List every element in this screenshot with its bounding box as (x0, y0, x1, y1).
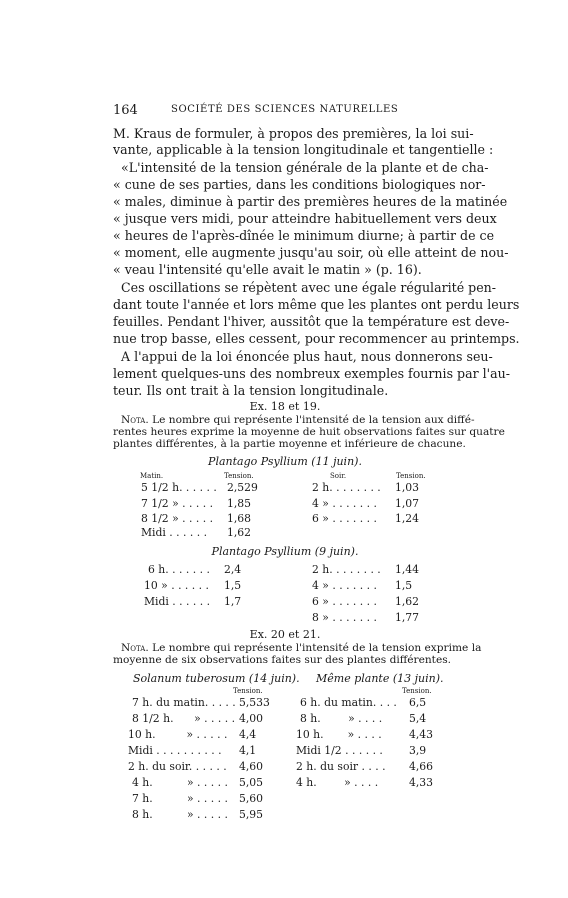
row-value: 1,62 (395, 595, 420, 608)
body-line: vante, applicable à la tension longitudinale et tangentielle : (113, 142, 494, 157)
row-label: Midi . . . . . . (141, 526, 208, 539)
body-line: lement quelques-uns des nombreux exemples fournis par l'au- (113, 366, 510, 381)
row-label: 10 h. » . . . . (296, 728, 382, 741)
row-label: 7 h. du matin. . . . . (132, 696, 236, 709)
note-text: Le nombre qui représente l'intensité de la tension aux diffé- (152, 414, 475, 426)
row-label: 7 h. » . . . . . (132, 792, 228, 805)
column-header: Soir. (330, 472, 347, 480)
row-label: 8 h. » . . . . . (132, 808, 228, 821)
row-value: 1,62 (227, 526, 252, 539)
row-value: 1,68 (227, 512, 252, 525)
row-value: 1,07 (395, 497, 420, 510)
body-line: A l'appui de la loi énoncée plus haut, nous donnerons seu- (121, 349, 493, 364)
example-heading: Ex. 20 et 21. (249, 628, 321, 641)
body-line: « veau l'intensité qu'elle avait le matin » (p. 16). (113, 262, 422, 277)
row-value: 1,03 (395, 481, 420, 494)
table-title: Solanum tuberosum (14 juin). (133, 672, 300, 685)
row-label: 2 h. . . . . . . . (312, 481, 381, 494)
note-line (121, 414, 475, 426)
row-value: 5,533 (239, 696, 270, 709)
row-label: 2 h. du soir. . . . . . (128, 760, 227, 773)
row-value: 6,5 (409, 696, 427, 709)
body-line: « jusque vers midi, pour atteindre habituellement vers deux (113, 211, 497, 226)
note-line (121, 642, 482, 654)
body-line: dant toute l'année et lors même que les plantes ont perdu leurs (113, 297, 520, 312)
row-value: 1,44 (395, 563, 420, 576)
table-title: Plantago Psyllium (11 juin). (208, 455, 362, 468)
row-label: 10 h. » . . . . . (128, 728, 228, 741)
row-label: Midi . . . . . . (144, 595, 211, 608)
row-label: 5 1/2 h. . . . . . (141, 481, 217, 494)
row-value: 4,43 (409, 728, 434, 741)
column-header: Matin. (140, 472, 164, 480)
row-label: 8 h. » . . . . (300, 712, 383, 725)
row-value: 5,05 (239, 776, 264, 789)
row-label: 4 h. » . . . . . (132, 776, 228, 789)
page-header (113, 103, 473, 119)
row-value: 4,00 (239, 712, 264, 725)
row-value: 4,1 (239, 744, 257, 757)
column-header: Tension. (402, 687, 432, 695)
row-value: 3,9 (409, 744, 427, 757)
body-line: « heures de l'après-dînée le minimum diurne; à partir de ce (113, 228, 495, 243)
example-heading: Ex. 18 et 19. (249, 400, 321, 413)
row-value: 1,24 (395, 512, 420, 525)
row-label: 6 » . . . . . . . (312, 512, 377, 525)
row-value: 4,66 (409, 760, 434, 773)
row-value: 5,60 (239, 792, 264, 805)
note-label: Nota. (121, 642, 149, 654)
row-value: 2,4 (224, 563, 242, 576)
body-line: M. Kraus de formuler, à propos des premières, la loi sui- (113, 126, 474, 141)
body-line: « moment, elle augmente jusqu'au soir, où elle atteint de nou- (113, 245, 509, 260)
column-header: Tension. (396, 472, 426, 480)
row-value: 4,60 (239, 760, 264, 773)
row-label: 4 h. » . . . . (296, 776, 379, 789)
note-line: moyenne de six observations faites sur des plantes différentes. (113, 654, 452, 666)
body-line: teur. Ils ont trait à la tension longitudinale. (113, 383, 389, 398)
body-line: Ces oscillations se répètent avec une égale régularité pen- (121, 280, 497, 295)
body-line: nue trop basse, elles cessent, pour recommencer au printemps. (113, 331, 520, 346)
running-title: SOCIÉTÉ DES SCIENCES NATURELLES (171, 104, 399, 115)
column-header: Tension. (224, 472, 254, 480)
column-header: Tension. (233, 687, 263, 695)
row-label: 8 1/2 » . . . . . (141, 512, 214, 525)
note-line: plantes différentes, à la partie moyenne et inférieure de chacune. (113, 438, 466, 450)
row-label: 10 » . . . . . . (144, 579, 209, 592)
row-value: 1,85 (227, 497, 252, 510)
row-label: Midi 1/2 . . . . . . (296, 744, 383, 757)
row-label: 8 1/2 h. » . . . . . (132, 712, 236, 725)
row-label: 4 » . . . . . . . (312, 497, 377, 510)
row-label: 6 h. . . . . . . (148, 563, 210, 576)
row-value: 2,529 (227, 481, 258, 494)
row-label: 2 h. . . . . . . . (312, 563, 381, 576)
row-label: 6 » . . . . . . . (312, 595, 377, 608)
note-line: rentes heures exprime la moyenne de huit observations faites sur quatre (113, 426, 505, 438)
row-value: 1,77 (395, 611, 420, 624)
note-text: Le nombre qui représente l'intensité de la tension exprime la (152, 642, 482, 654)
row-label: 8 » . . . . . . . (312, 611, 377, 624)
body-line: feuilles. Pendant l'hiver, aussitôt que la température est deve- (113, 314, 510, 329)
row-label: 7 1/2 » . . . . . (141, 497, 214, 510)
row-value: 1,7 (224, 595, 242, 608)
body-line: «L'intensité de la tension générale de la plante et de cha- (121, 160, 489, 175)
body-line: « cune de ses parties, dans les conditions biologiques nor- (113, 177, 486, 192)
row-label: 2 h. du soir . . . . (296, 760, 386, 773)
row-label: 6 h. du matin. . . . (300, 696, 397, 709)
row-value: 1,5 (224, 579, 242, 592)
row-value: 4,33 (409, 776, 434, 789)
row-label: Midi . . . . . . . . . . (128, 744, 222, 757)
table-title: Même plante (13 juin). (316, 672, 444, 685)
row-label: 4 » . . . . . . . (312, 579, 377, 592)
page-number: 164 (113, 103, 138, 118)
body-line: « males, diminue à partir des premières heures de la matinée (113, 194, 508, 209)
row-value: 5,4 (409, 712, 427, 725)
note-label: Nota. (121, 414, 149, 426)
row-value: 1,5 (395, 579, 413, 592)
row-value: 4,4 (239, 728, 257, 741)
row-value: 5,95 (239, 808, 264, 821)
table-title: Plantago Psyllium (9 juin). (211, 545, 359, 558)
